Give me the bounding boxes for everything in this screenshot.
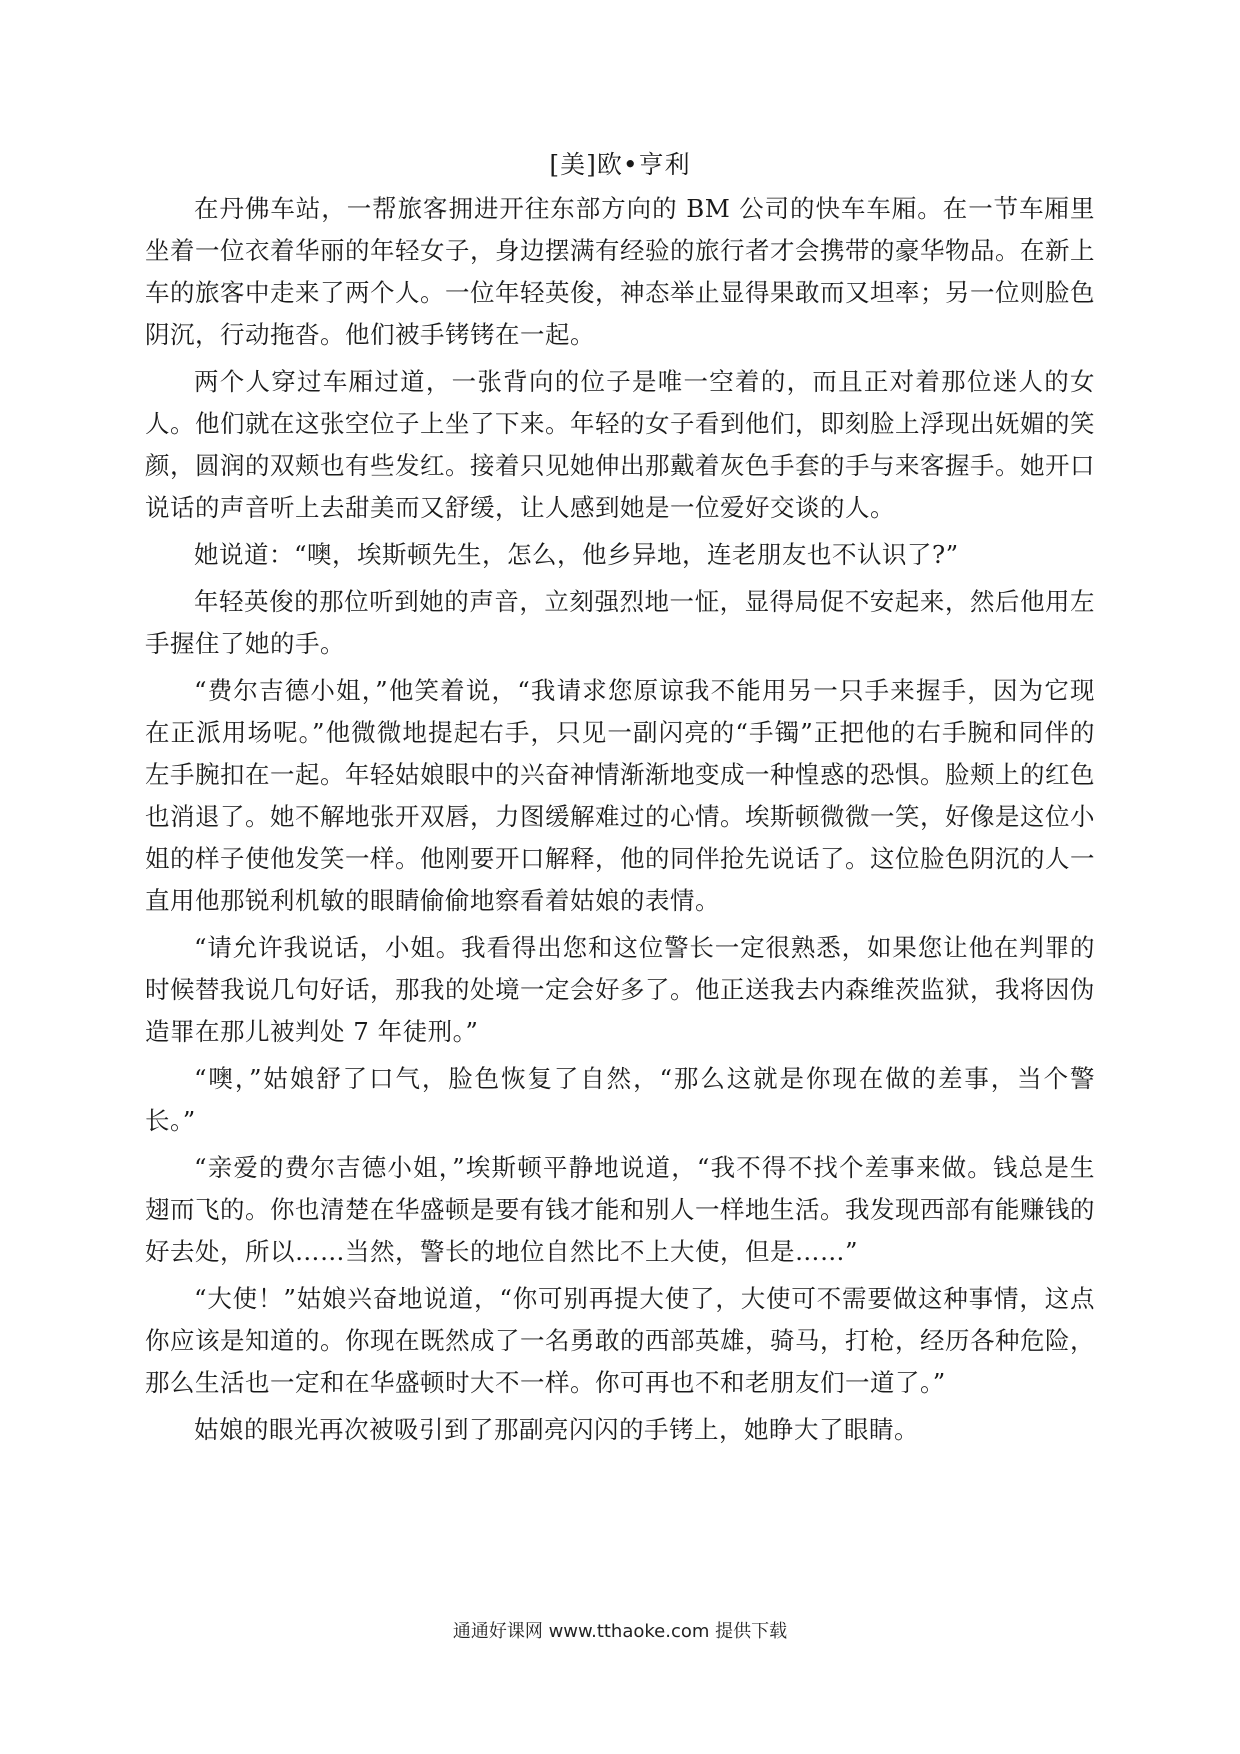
paragraph: “费尔吉德小姐，”他笑着说，“我请求您原谅我不能用另一只手来握手，因为它现在正派用场呢。”他微微地提起右手，只见一副闪亮的“手镯”正把他的右手腕和同伴的左手腕扣在一起。年轻姑娘眼中的兴奋神情渐渐地变成一种惶惑的恐惧。脸颊上的红色也消退了。她不解地张开双唇，力图缓解难过的心情。埃斯顿微微一笑，好像是这位小姐的样子使他发笑一样。他刚要开口解释，他的同伴抢先说话了。这位脸色阴沉的人一直用他那锐利机敏的眼睛偷偷地察看着姑娘的表情。 (145, 676, 1095, 915)
paragraph: “亲爱的费尔吉德小姐，”埃斯顿平静地说道，“我不得不找个差事来做。钱总是生翅而飞的。你也清楚在华盛顿是要有钱才能和别人一样地生活。我发现西部有能赚钱的好去处，所以……当然，警长的地位自然比不上大使，但是……” (145, 1153, 1095, 1266)
paragraph: “大使！”姑娘兴奋地说道，“你可别再提大使了，大使可不需要做这种事情，这点你应该是知道的。你现在既然成了一名勇敢的西部英雄，骑马，打枪，经历各种危险，那么生活也一定和在华盛顿时大不一样。你可再也不和老朋友们一道了。” (145, 1284, 1095, 1397)
paragraph: 两个人穿过车厢过道，一张背向的位子是唯一空着的，而且正对着那位迷人的女人。他们就在这张空位子上坐了下来。年轻的女子看到他们，即刻脸上浮现出妩媚的笑颜，圆润的双颊也有些发红。接着只见她伸出那戴着灰色手套的手与来客握手。她开口说话的声音听上去甜美而又舒缓，让人感到她是一位爱好交谈的人。 (145, 367, 1095, 522)
paragraph: “请允许我说话，小姐。我看得出您和这位警长一定很熟悉，如果您让他在判罪的时候替我说几句好话，那我的处境一定会好多了。他正送我去内森维茨监狱，我将因伪造罪在那儿被判处 7 年徒刑。” (145, 933, 1095, 1046)
paragraph: 年轻英俊的那位听到她的声音，立刻强烈地一怔，显得局促不安起来，然后他用左手握住了她的手。 (145, 587, 1095, 658)
paragraph: 在丹佛车站，一帮旅客拥进开往东部方向的 BM 公司的快车车厢。在一节车厢里坐着一位衣着华丽的年轻女子，身边摆满有经验的旅行者才会携带的豪华物品。在新上车的旅客中走来了两个人。一位年轻英俊，神态举止显得果敢而又坦率；另一位则脸色阴沉，行动拖沓。他们被手铐铐在一起。 (145, 194, 1095, 349)
paragraph: “噢，”姑娘舒了口气，脸色恢复了自然，“那么这就是你现在做的差事，当个警长。” (145, 1064, 1095, 1135)
paragraph: 姑娘的眼光再次被吸引到了那副亮闪闪的手铐上，她睁大了眼睛。 (194, 1415, 919, 1444)
page-footer: 通通好课网 www.tthaoke.com 提供下载 (452, 1621, 788, 1642)
author-line: [美]欧•亨利 (549, 150, 691, 179)
paragraph: 她说道：“噢，埃斯顿先生，怎么，他乡异地，连老朋友也不认识了?” (194, 540, 959, 569)
story-body (145, 188, 1095, 1456)
